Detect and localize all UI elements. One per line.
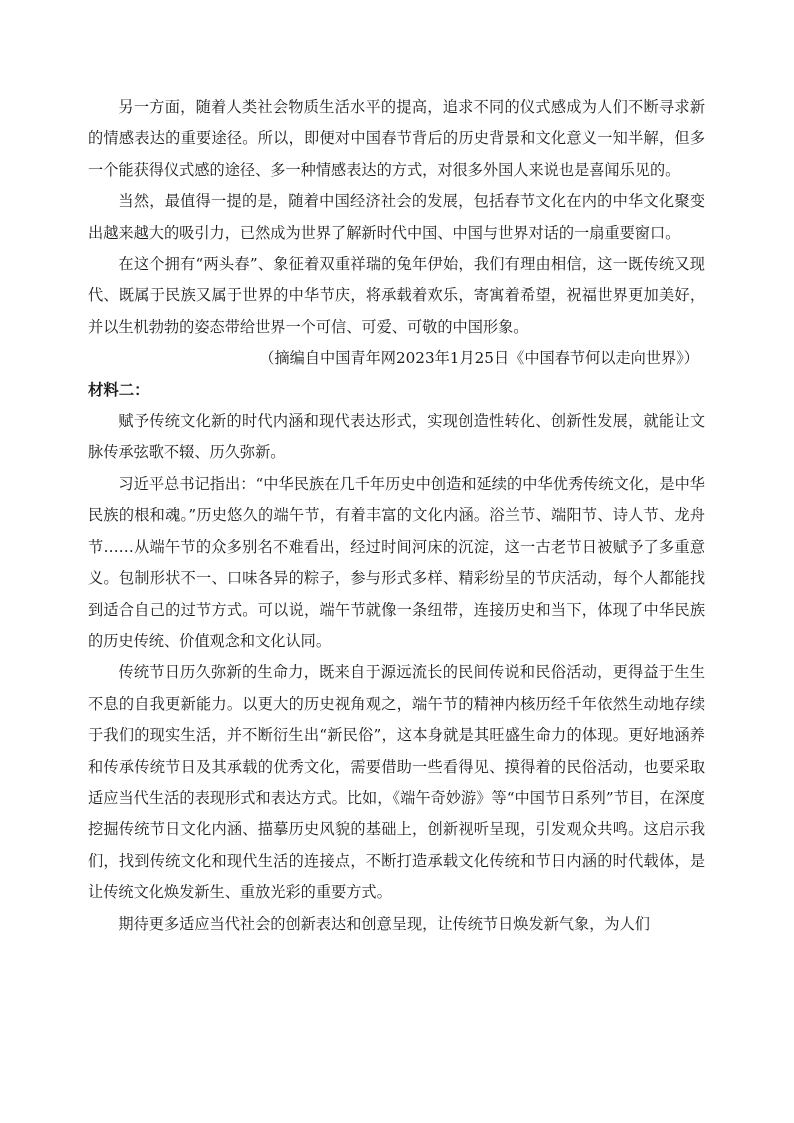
paragraph-rabbit-year: 在这个拥有“两头春”、象征着双重祥瑞的兔年伊始，我们有理由相信，这一既传统又现代、既属于民族又属于世界的中华节庆，将承载着欢乐，寄寓着希望，祝福世界更加美好，并以生机勃勃的姿态带给世界一个可信、可爱、可敬的中国形象。 bbox=[88, 255, 705, 336]
paragraph-vitality: 传统节日历久弥新的生命力，既来自于源远流长的民间传说和民俗活动，更得益于生生不息的自我更新能力。以更大的历史视角观之，端午节的精神内核历经千年依然生动地存续于我们的现实生活，并不断衍生出“新民俗”，这本身就是其旺盛生命力的体现。更好地涵养和传承传统节日及其承载的优秀文化，需要借助一些看得见、摸得着的民俗活动，也要采取适应当代生活的表现形式和表达方式。比如，《端午奇妙游》等“中国节日系列”节目，在深度挖掘传统节日文化内涵、描摹历史风貌的基础上，创新视听呈现，引发观众共鸣。这启示我们，找到传统文化和现代生活的连接点，不断打造承载文化传统和节日内涵的时代载体，是让传统文化焕发新生、重放光彩的重要方式。 bbox=[88, 663, 705, 902]
paragraph-dragon-boat-festival: 习近平总书记指出：“中华民族在几千年历史中创造和延续的中华优秀传统文化，是中华民族的根和魂。”历史悠久的端午节，有着丰富的文化内涵。浴兰节、端阳节、诗人节、龙舟节……从端午节的众多别名不难看出，经过时间河床的沉淀，这一古老节日被赋予了多重意义。包制形状不一、口味各异的粽子，参与形式多样、精彩纷呈的节庆活动，每个人都能找到适合自己的过节方式。可以说，端午节就像一条纽带，连接历史和当下，体现了中华民族的历史传统、价值观念和文化认同。 bbox=[88, 474, 705, 650]
paragraph-cultural-attraction: 当然，最值得一提的是，随着中国经济社会的发展，包括春节文化在内的中华文化聚变出越来越大的吸引力，已然成为世界了解新时代中国、中国与世界对话的一扇重要窗口。 bbox=[88, 192, 705, 242]
source-citation: （摘编自中国青年网2023年1月25日《中国春节何以走向世界》） bbox=[259, 349, 699, 368]
paragraph-ritual-sense: 另一方面，随着人类社会物质生活水平的提高，追求不同的仪式感成为人们不断寻求新的情感表达的重要途径。所以，即便对中国春节背后的历史背景和文化意义一知半解，但多一个能获得仪式感的途径、多一种情感表达的方式，对很多外国人来说也是喜闻乐见的。 bbox=[88, 98, 705, 179]
material-two-heading: 材料二： bbox=[88, 380, 150, 399]
document-body bbox=[88, 92, 705, 940]
paragraph-expectation: 期待更多适应当代社会的创新表达和创意呈现，让传统节日焕发新气象，为人们 bbox=[118, 914, 650, 933]
paragraph-modern-expression: 赋予传统文化新的时代内涵和现代表达形式，实现创造性转化、创新性发展，就能让文脉传承弦歌不辍、历久弥新。 bbox=[88, 412, 705, 462]
